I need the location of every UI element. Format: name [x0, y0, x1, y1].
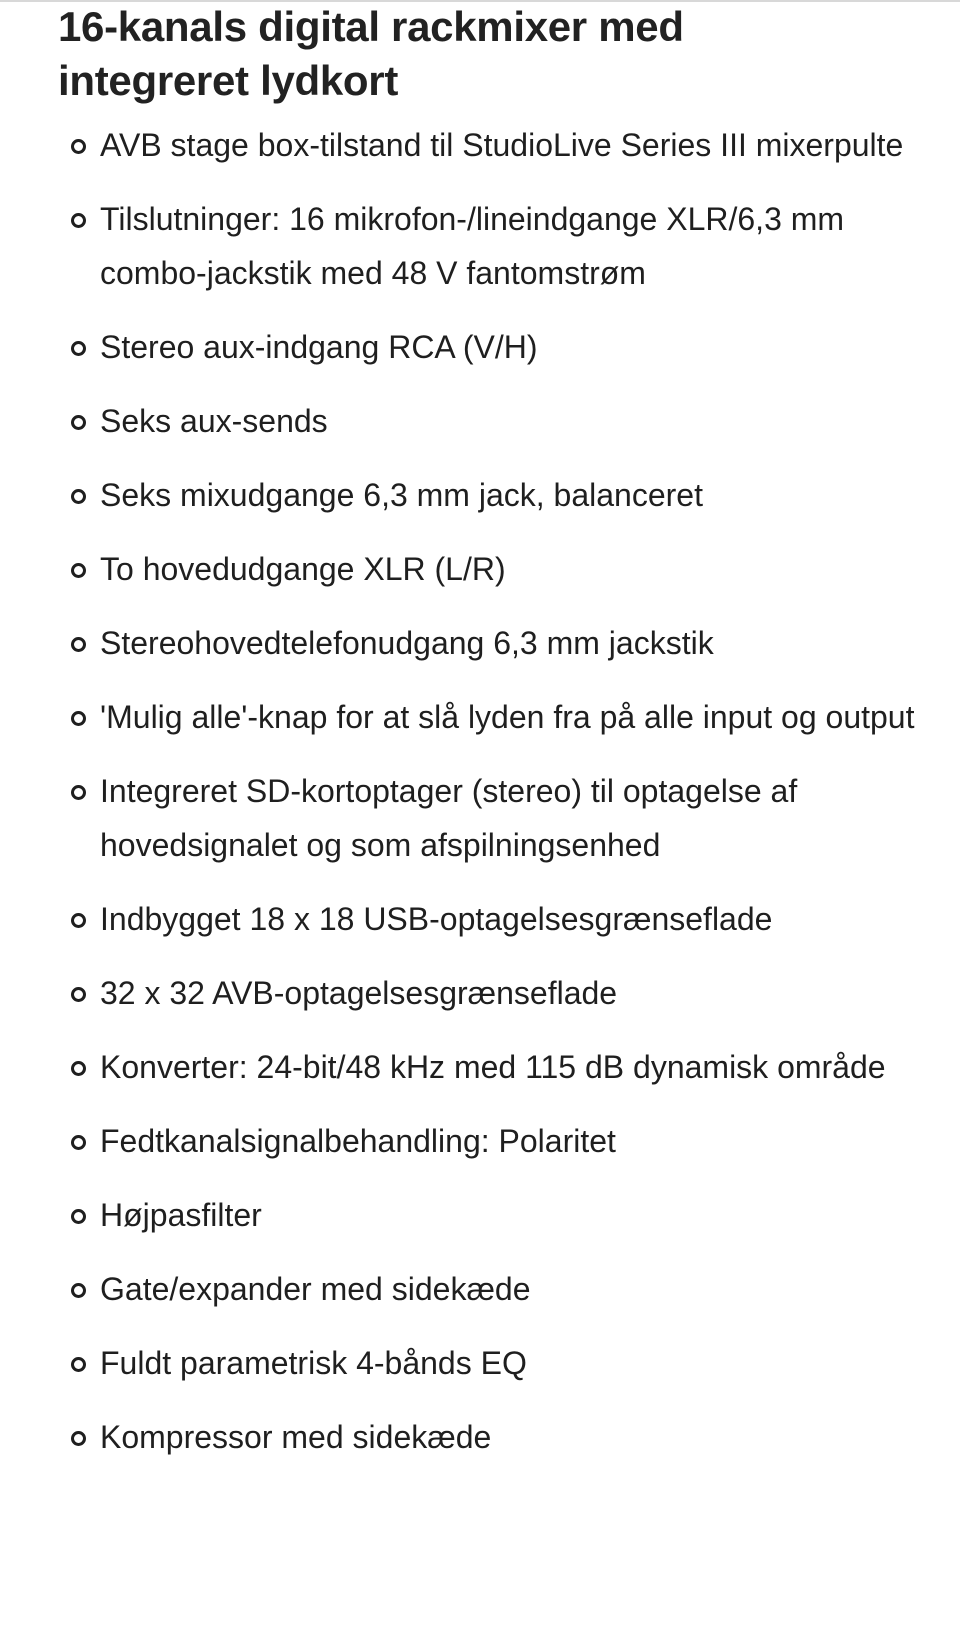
list-item — [58, 1262, 950, 1316]
list-item — [58, 966, 950, 1020]
hollow-circle-icon — [71, 139, 86, 154]
list-item-text: AVB stage box-tilstand til StudioLive Series III mixerpulte — [100, 127, 904, 163]
list-item-text: Fuldt parametrisk 4-bånds EQ — [100, 1345, 527, 1381]
list-item-text: Konverter: 24-bit/48 kHz med 115 dB dynamisk område — [100, 1049, 886, 1085]
list-item-text: 32 x 32 AVB-optagelsesgrænseflade — [100, 975, 618, 1011]
list-item — [58, 192, 950, 300]
list-item — [58, 690, 950, 744]
list-item-text: Fedtkanalsignalbehandling: Polaritet — [100, 1123, 616, 1159]
list-item — [58, 1040, 950, 1094]
list-item-text: Kompressor med sidekæde — [100, 1419, 492, 1455]
list-item — [58, 1410, 950, 1464]
hollow-circle-icon — [71, 711, 86, 726]
list-item-text: Indbygget 18 x 18 USB-optagelsesgrænseflade — [100, 901, 773, 937]
hollow-circle-icon — [71, 341, 86, 356]
list-item — [58, 764, 950, 872]
list-item — [58, 1336, 950, 1390]
hollow-circle-icon — [71, 213, 86, 228]
hollow-circle-icon — [71, 1283, 86, 1298]
list-item-text: Integreret SD-kortoptager (stereo) til optagelse af hovedsignalet og som afspilningsenhed — [100, 773, 798, 863]
list-item — [58, 320, 950, 374]
hollow-circle-icon — [71, 1357, 86, 1372]
list-item-text: Højpasfilter — [100, 1197, 262, 1233]
list-item — [58, 542, 950, 596]
list-item-text: Stereohovedtelefonudgang 6,3 mm jackstik — [100, 625, 714, 661]
list-item — [58, 616, 950, 670]
list-item — [58, 118, 950, 172]
list-item-text: To hovedudgange XLR (L/R) — [100, 551, 506, 587]
hollow-circle-icon — [71, 1209, 86, 1224]
feature-list — [58, 118, 938, 1464]
list-item — [58, 394, 950, 448]
list-item — [58, 892, 950, 946]
page-title: 16-kanals digital rackmixer med integreret lydkort — [58, 3, 684, 104]
hollow-circle-icon — [71, 1135, 86, 1150]
list-item — [58, 468, 950, 522]
list-item-text: Seks aux-sends — [100, 403, 328, 439]
hollow-circle-icon — [71, 785, 86, 800]
hollow-circle-icon — [71, 987, 86, 1002]
list-item-text: Stereo aux-indgang RCA (V/H) — [100, 329, 538, 365]
hollow-circle-icon — [71, 1061, 86, 1076]
list-item-text: 'Mulig alle'-knap for at slå lyden fra på alle input og output — [100, 699, 915, 735]
list-item-text: Gate/expander med sidekæde — [100, 1271, 531, 1307]
hollow-circle-icon — [71, 563, 86, 578]
list-item-text: Tilslutninger: 16 mikrofon-/lineindgange XLR/6,3 mm combo-jackstik med 48 V fantomstrøm — [100, 201, 845, 291]
list-item-text: Seks mixudgange 6,3 mm jack, balanceret — [100, 477, 703, 513]
hollow-circle-icon — [71, 637, 86, 652]
list-item — [58, 1114, 950, 1168]
list-item — [58, 1188, 950, 1242]
product-description — [58, 0, 938, 1484]
hollow-circle-icon — [71, 489, 86, 504]
hollow-circle-icon — [71, 913, 86, 928]
hollow-circle-icon — [71, 415, 86, 430]
hollow-circle-icon — [71, 1431, 86, 1446]
